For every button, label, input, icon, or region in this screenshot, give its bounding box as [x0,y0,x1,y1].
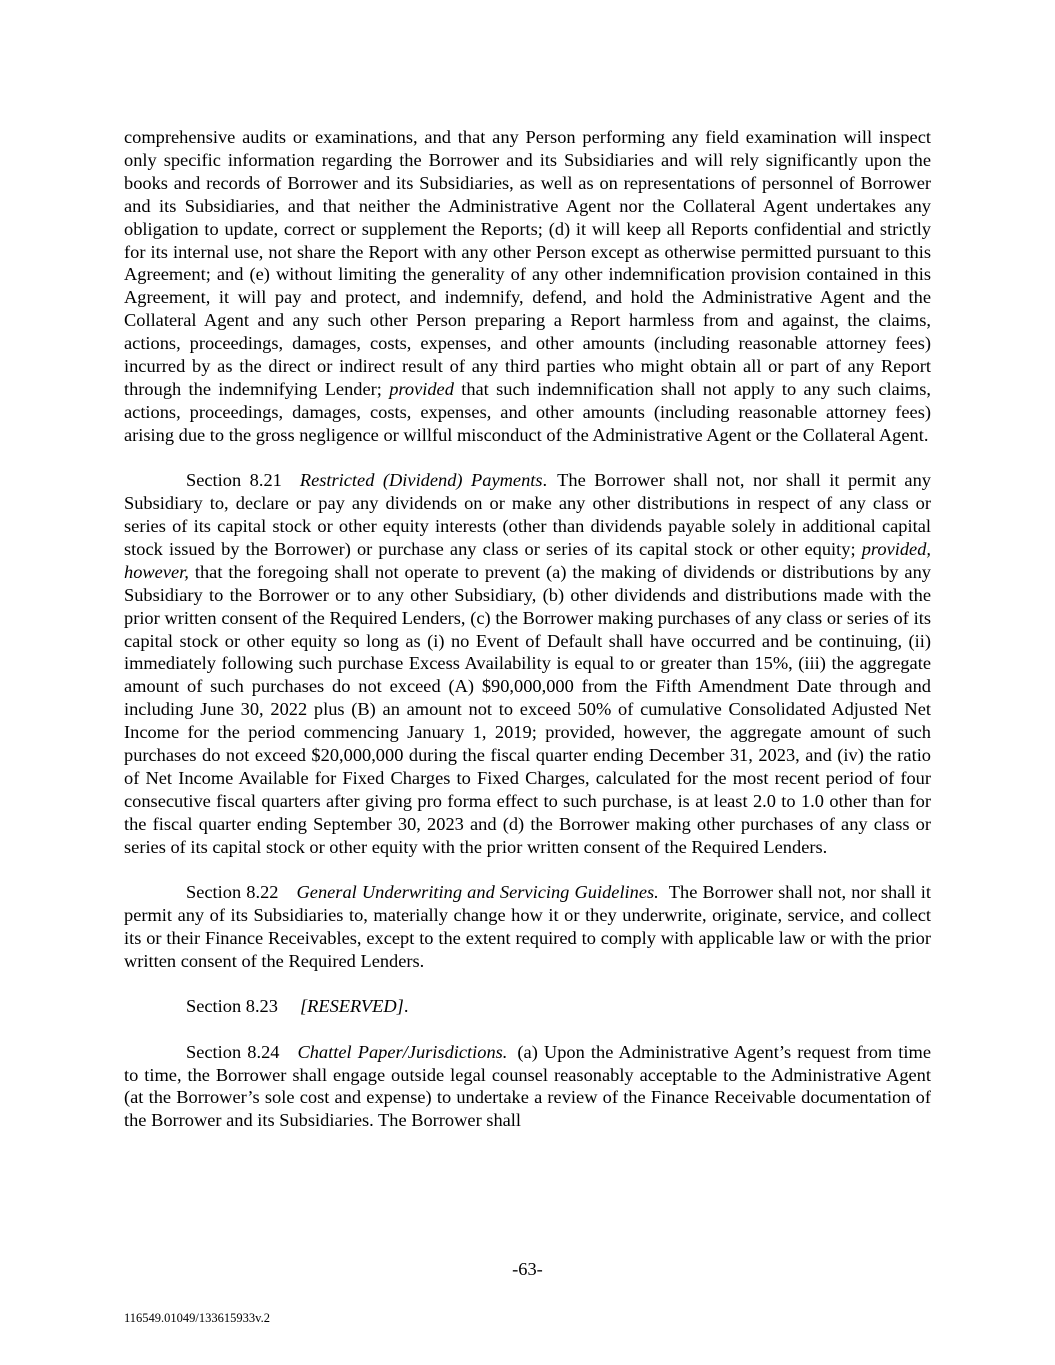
paragraph-continuation [124,126,931,447]
section-body: The Borrower shall not, nor shall it permit any of its Subsidiaries to, materially change how it or they underwrite, originate, service, and collect its or their Finance Receivables, except to the extent required to comply with applicable law or with the prior written consent of the Required Lenders. [124,882,931,971]
section-title: General Underwriting and Servicing Guidelines. [296,882,659,903]
section-body: that the foregoing shall not operate to prevent (a) the making of dividends or distributions by any Subsidiary to the Borrower or to any other Subsidiary, (b) other dividends and distributions made with the prior written consent of the Required Lenders, (c) the Borrower making purchases of any class or series of its capital stock or other equity so long as (i) no Event of Default shall have occurred and be continuing, (ii) immediately following such purchase Excess Availability is equal to or greater than 15%, (iii) the aggregate amount of such purchases do not exceed (A) $90,000,000 from the Fifth Amendment Date through and including June 30, 2022 plus (B) an amount not to exceed 50% of cumulative Consolidated Adjusted Net Income for the period commencing January 1, 2019; provided, however, the aggregate amount of such purchases do not exceed $20,000,000 during the fiscal quarter ending December 31, 2023, and (iv) the ratio of Net Income Available for Fixed Charges to Fixed Charges, calculated for the most recent period of four consecutive fiscal quarters after giving pro forma effect to such purchase, is at least 2.0 to 1.0 other than for the fiscal quarter ending September 30, 2023 and (d) the Borrower making other purchases of any class or series of its capital stock or other equity with the prior written consent of the Required Lenders. [124,561,931,857]
section-body: (a) Upon the Administrative Agent’s request from time to time, the Borrower shall engage outside legal counsel reasonably acceptable to the Administrative Agent (at the Borrower’s sole cost and expense) to undertake a review of the Finance Receivable documentation of the Borrower and its Subsidiaries. The Borrower shall [124,1041,931,1131]
document-body [124,126,931,1155]
section-title: Restricted (Dividend) Payments [299,470,543,491]
section-number: Section 8.22 [186,882,279,903]
page-number: -63- [512,1259,543,1279]
section-8-21 [124,469,931,858]
section-number: Section 8.24 [186,1041,280,1062]
section-title: Chattel Paper/Jurisdictions. [297,1041,508,1062]
italic-term-provided: provided [389,378,454,399]
section-title: [RESERVED] [299,996,404,1017]
section-8-24 [124,1041,931,1133]
section-number: Section 8.23 [186,996,278,1017]
section-body: The Borrower shall not, nor shall it permit any Subsidiary to, declare or pay any dividends on or make any other distributions in respect of any class or series of its capital stock or other equity interests (other than dividends payable solely in additional capital stock issued by the Borrower) or purchase any class or series of its capital stock or other equity; [124,470,931,559]
section-number: Section 8.21 [186,470,282,491]
document-id: 116549.01049/133615933v.2 [124,1311,270,1325]
section-title-suffix: . [542,470,548,491]
paragraph-text: comprehensive audits or examinations, and that any Person performing any field examination will inspect only specific information regarding the Borrower and its Subsidiaries and will rely significantly upon the books and records of Borrower and its Subsidiaries, as well as on representations of personnel of Borrower and its Subsidiaries, and that neither the Administrative Agent nor the Collateral Agent undertakes any obligation to update, correct or supplement the Reports; (d) it will keep all Reports confidential and strictly for its internal use, not share the Report with any other Person except as otherwise permitted pursuant to this Agreement; and (e) without limiting the generality of any other indemnification provision contained in this Agreement, it will pay and protect, and indemnify, defend, and hold the Administrative Agent and the Collateral Agent and any such other Person preparing a Report harmless from and against, the claims, actions, proceedings, damages, costs, expenses, and other amounts (including reasonable attorney fees) incurred by as the direct or indirect result of any third parties who might obtain all or part of any Report through the indemnifying Lender; [124,127,931,399]
section-8-22 [124,881,931,973]
italic-term-provided-however: provided, however, [124,538,931,582]
section-8-23 [124,995,931,1018]
section-title-suffix: . [403,996,409,1017]
paragraph-text: that such indemnification shall not apply to any such claims, actions, proceedings, damages, costs, expenses, and other amounts (including reasonable attorney fees) arising due to the gross negligence or willful misconduct of the Administrative Agent or the Collateral Agent. [124,378,931,445]
